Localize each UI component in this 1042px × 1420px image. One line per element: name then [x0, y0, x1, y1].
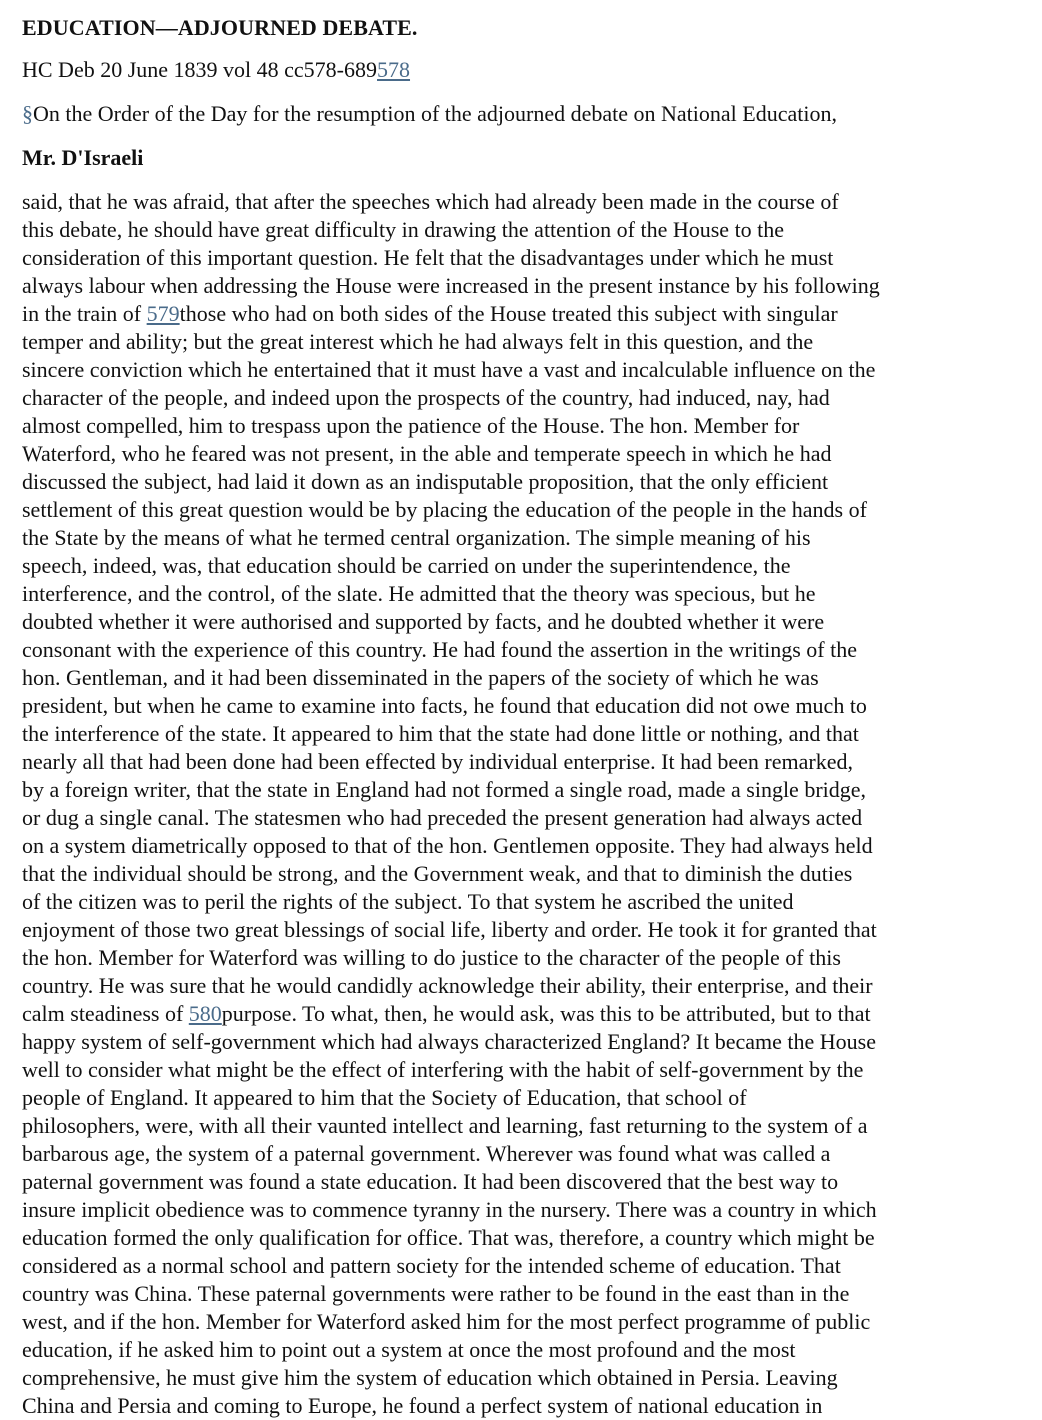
column-link-580[interactable]: 580: [188, 1001, 222, 1026]
speech-text-1: said, that he was afraid, that after the speeches which had already been made in the course of this debate, he should have great difficulty in drawing the attention of the House to the consideration of this important question. He felt that the disadvantages under which he must always labour when addressing the House were increased in the present instance by his following in the train of: [22, 189, 880, 326]
citation: [22, 56, 1020, 84]
order-text: On the Order of the Day for the resumption of the adjourned debate on National Education,: [33, 101, 837, 126]
column-link-579[interactable]: 579: [146, 301, 180, 326]
column-link-578[interactable]: 578: [377, 57, 411, 82]
speaker-name: Mr. D'Israeli: [22, 145, 144, 170]
speech-text-2: those who had on both sides of the House treated this subject with singular temper and ability; but the great interest which he had always felt in this question, and the sincere conviction which he entertained that it must have a vast and incalculable influence on the character of the people, and indeed upon the prospects of the country, had induced, nay, had almost compelled, him to trespass upon the patience of the House. The hon. Member for Waterford, who he feared was not present, in the able and temperate speech in which he had discussed the subject, had laid it down as an indisputable proposition, that the only efficient settlement of this great question would be by placing the education of the people in the hands of the State by the means of what he termed central organization. The simple meaning of his speech, indeed, was, that education should be carried on under the superintendence, the interference, and the control, of the slate. He admitted that the theory was specious, but he doubted whether it were authorised and supported by facts, and he doubted whether it were consonant with the experience of this country. He had found the assertion in the writings of the hon. Gentleman, and it had been disseminated in the papers of the society of which he was president, but when he came to examine into facts, he found that education did not owe much to the interference of the state. It appeared to him that the state had done little or nothing, and that nearly all that had been done had been effected by individual enterprise. It had been remarked, by a foreign writer, that the state in England had not formed a single road, made a single bridge, or dug a single canal. The statesmen who had preceded the present generation had always acted on a system diametrically opposed to that of the hon. Gentlemen opposite. They had always held that the individual should be strong, and the Government weak, and that to diminish the duties of the citizen was to peril the rights of the subject. To that system he ascribed the united enjoyment of those two great blessings of social life, liberty and order. He took it for granted that the hon. Member for Waterford was willing to do justice to the character of the people of this country. He was sure that he would candidly acknowledge their ability, their enterprise, and their calm steadiness of: [22, 301, 877, 1026]
speech-body: [22, 188, 962, 1420]
page-title: EDUCATION—ADJOURNED DEBATE.: [22, 15, 418, 40]
section-anchor[interactable]: §: [22, 101, 33, 126]
order-of-the-day: [22, 100, 1020, 128]
speech-text-3: purpose. To what, then, he would ask, was this to be attributed, but to that happy system of self-government which had always characterized England? It became the House well to consider what might be the effect of interfering with the habit of self-government by the people of England. It appeared to him that the Society of Education, that school of philosophers, were, with all their vaunted intellect and learning, fast returning to the system of a barbarous age, the system of a paternal government. Wherever was found what was called a paternal government was found a state education. It had been discovered that the best way to insure implicit obedience was to commence tyranny in the nursery. There was a country in which education formed the only qualification for office. That was, therefore, a country which might be considered as a normal school and pattern society for the intended scheme of education. That country was China. These paternal governments were rather to be found in the east than in the west, and if the hon. Member for Waterford asked him for the most perfect programme of public education, if he asked him to point out a system at once the most profound and the most comprehensive, he must give him the system of education which obtained in Persia. Leaving China and Persia and coming to Europe, he found a perfect system of national education in: [22, 1001, 877, 1418]
citation-text: HC Deb 20 June 1839 vol 48 cc578-689: [22, 57, 378, 82]
